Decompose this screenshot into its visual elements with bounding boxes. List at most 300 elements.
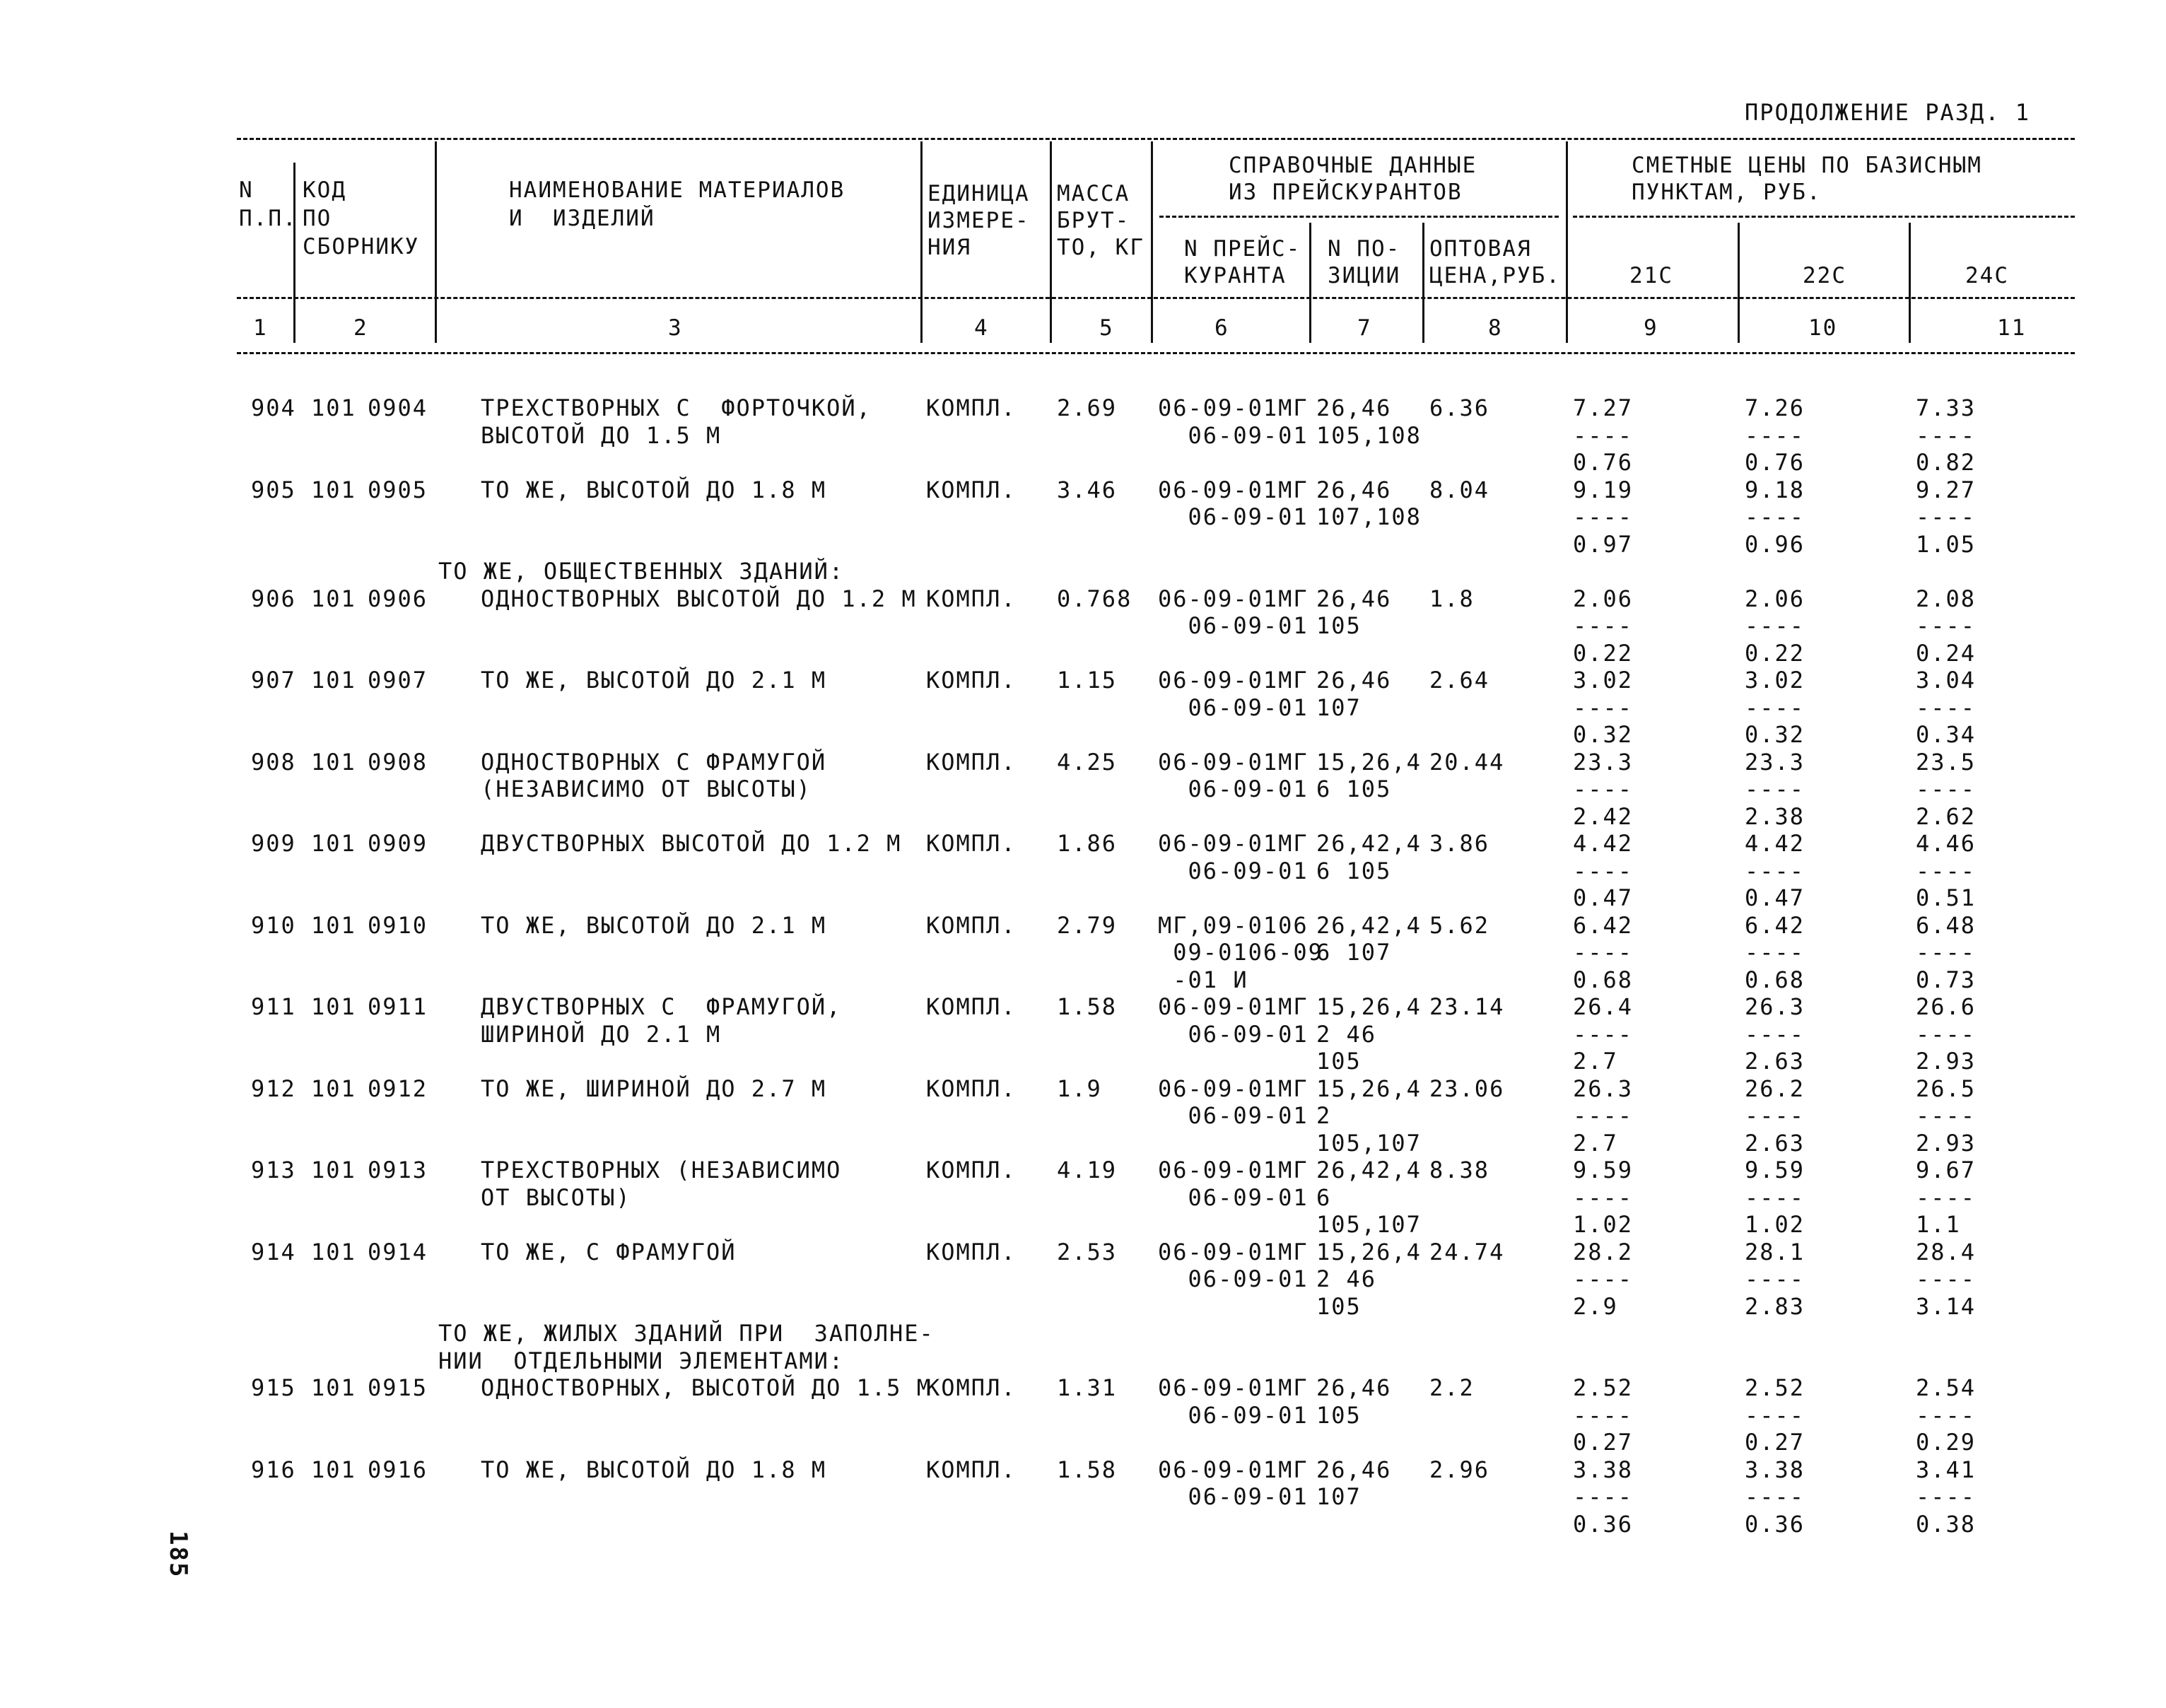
row-number: 912 <box>251 1075 296 1102</box>
table-top-rule <box>237 138 2075 140</box>
fraction-bar: ---- <box>1745 1183 1805 1211</box>
row-code-part1: 101 <box>311 585 356 612</box>
row-position-no: 15,26,4 <box>1316 1075 1422 1102</box>
row-position-no: 105 <box>1316 1048 1362 1075</box>
fraction-bar: ---- <box>1573 1265 1634 1292</box>
row-code-part2: 0913 <box>368 1157 428 1183</box>
row-mass: 3.46 <box>1057 476 1118 503</box>
row-mass: 4.19 <box>1057 1157 1118 1183</box>
fraction-bar: ---- <box>1573 421 1634 449</box>
row-price-p22: 3.02 <box>1745 667 1805 694</box>
row-pricelist-no: 06-09-01 <box>1158 694 1309 721</box>
hdr-refpk-1: N ПРЕЙС- <box>1184 236 1301 262</box>
row-price-p22: 6.42 <box>1745 911 1805 939</box>
fraction-bar: ---- <box>1916 1265 1977 1292</box>
row-position-no: 26,46 <box>1316 1374 1392 1401</box>
row-price-p22-lower: 0.96 <box>1745 530 1805 558</box>
row-price-p22: 4.42 <box>1745 830 1805 857</box>
hdr-refpos-2: ЗИЦИИ <box>1328 263 1401 288</box>
row-mass: 4.25 <box>1057 748 1118 776</box>
row-price-p24: 2.54 <box>1916 1374 1977 1401</box>
row-pricelist-no: 06-09-01МГ <box>1158 1456 1309 1483</box>
row-unit: КОМПЛ. <box>926 394 1017 421</box>
colnum: 7 <box>1357 315 1372 341</box>
row-number: 905 <box>251 476 296 503</box>
row-price-p21-lower: 2.7 <box>1573 1129 1618 1157</box>
row-position-no: 26,46 <box>1316 1456 1392 1483</box>
row-mass: 1.58 <box>1057 993 1118 1020</box>
row-code-part2: 0906 <box>368 585 428 612</box>
header-bottom-rule <box>237 297 2075 299</box>
row-position-no: 107,108 <box>1316 503 1422 530</box>
fraction-bar: ---- <box>1916 1483 1977 1510</box>
col-sep <box>1422 223 1424 343</box>
row-pricelist-no: 06-09-01 <box>1158 421 1309 449</box>
row-price-p24: 2.08 <box>1916 585 1977 612</box>
fraction-bar: ---- <box>1573 612 1634 639</box>
fraction-bar: ---- <box>1745 776 1805 802</box>
row-code-part2: 0916 <box>368 1456 428 1483</box>
row-unit: КОМПЛ. <box>926 585 1017 612</box>
row-unit: КОМПЛ. <box>926 667 1017 694</box>
row-position-no: 15,26,4 <box>1316 993 1422 1020</box>
row-price-p21: 23.3 <box>1573 748 1634 776</box>
hdr-refprice-1: ОПТОВАЯ <box>1429 236 1532 262</box>
group-heading: НИИ ОТДЕЛЬНЫМИ ЭЛЕМЕНТАМИ: <box>438 1347 845 1374</box>
row-price-p24: 3.41 <box>1916 1456 1977 1483</box>
hdr-refpos-1: N ПО- <box>1328 236 1401 262</box>
row-number: 914 <box>251 1238 296 1265</box>
col-sep <box>1909 223 1911 343</box>
row-code-part2: 0907 <box>368 667 428 694</box>
row-code-part2: 0915 <box>368 1374 428 1401</box>
row-name: ДВУСТВОРНЫХ С ФРАМУГОЙ, <box>481 993 842 1020</box>
fraction-bar: ---- <box>1745 421 1805 449</box>
row-name: ВЫСОТОЙ ДО 1.5 М <box>481 421 722 449</box>
row-unit: КОМПЛ. <box>926 993 1017 1020</box>
row-price-p24: 9.67 <box>1916 1157 1977 1183</box>
row-position-no: 6 <box>1316 1183 1332 1211</box>
row-price-p22-lower: 1.02 <box>1745 1211 1805 1238</box>
row-pricelist-no: 06-09-01МГ <box>1158 394 1309 421</box>
hdr-name-2: И ИЗДЕЛИЙ <box>509 206 655 231</box>
row-unit: КОМПЛ. <box>926 1238 1017 1265</box>
row-pricelist-no: 06-09-01МГ <box>1158 1374 1309 1401</box>
row-price-p24-lower: 0.82 <box>1916 449 1977 476</box>
row-unit: КОМПЛ. <box>926 830 1017 857</box>
group-heading: ТО ЖЕ, ОБЩЕСТВЕННЫХ ЗДАНИЙ: <box>438 558 845 585</box>
row-name: ТО ЖЕ, ВЫСОТОЙ ДО 2.1 М <box>481 911 827 939</box>
row-wholesale-price: 20.44 <box>1429 748 1505 776</box>
fraction-bar: ---- <box>1573 776 1634 802</box>
row-price-p21-lower: 0.47 <box>1573 884 1634 911</box>
colnum: 11 <box>1997 315 2027 341</box>
row-name: ОДНОСТВОРНЫХ ВЫСОТОЙ ДО 1.2 М <box>481 585 917 612</box>
colnum: 1 <box>253 315 268 341</box>
row-wholesale-price: 23.14 <box>1429 993 1505 1020</box>
fraction-bar: ---- <box>1573 1183 1634 1211</box>
row-price-p24: 7.33 <box>1916 394 1977 421</box>
hdr-ref-2: ИЗ ПРЕЙСКУРАНТОВ <box>1229 180 1463 205</box>
hdr-unit-3: НИЯ <box>927 235 971 260</box>
row-code-part2: 0909 <box>368 830 428 857</box>
row-pricelist-no: 06-09-01 <box>1158 857 1309 884</box>
row-code-part1: 101 <box>311 911 356 939</box>
colnum: 10 <box>1808 315 1838 341</box>
col-sep <box>435 141 437 343</box>
hdr-unit-2: ИЗМЕРЕ- <box>927 208 1030 233</box>
row-price-p21-lower: 0.22 <box>1573 639 1634 667</box>
row-mass: 1.15 <box>1057 667 1118 694</box>
row-price-p24-lower: 1.1 <box>1916 1211 1961 1238</box>
row-unit: КОМПЛ. <box>926 476 1017 503</box>
row-code-part1: 101 <box>311 1075 356 1102</box>
row-unit: КОМПЛ. <box>926 1374 1017 1401</box>
hdr-code-3: СБОРНИКУ <box>303 234 420 259</box>
row-price-p24: 28.4 <box>1916 1238 1977 1265</box>
row-position-no: 6 105 <box>1316 776 1392 802</box>
row-price-p22-lower: 0.47 <box>1745 884 1805 911</box>
row-number: 908 <box>251 748 296 776</box>
col-sep <box>1151 141 1153 343</box>
row-pricelist-no: 06-09-01 <box>1158 1483 1309 1510</box>
row-price-p24-lower: 3.14 <box>1916 1292 1977 1320</box>
row-position-no: 107 <box>1316 1483 1362 1510</box>
row-mass: 0.768 <box>1057 585 1132 612</box>
row-wholesale-price: 6.36 <box>1429 394 1490 421</box>
row-position-no: 26,46 <box>1316 585 1392 612</box>
colnum: 4 <box>974 315 989 341</box>
row-mass: 1.86 <box>1057 830 1118 857</box>
row-price-p24-lower: 0.34 <box>1916 721 1977 748</box>
row-pricelist-no: 06-09-01МГ <box>1158 1157 1309 1183</box>
row-code-part1: 101 <box>311 1238 356 1265</box>
fraction-bar: ---- <box>1573 939 1634 966</box>
row-wholesale-price: 2.96 <box>1429 1456 1490 1483</box>
row-price-p24: 26.5 <box>1916 1075 1977 1102</box>
row-price-p22: 2.06 <box>1745 585 1805 612</box>
row-wholesale-price: 24.74 <box>1429 1238 1505 1265</box>
row-position-no: 2 46 <box>1316 1020 1377 1048</box>
row-position-no: 26,42,4 <box>1316 1157 1422 1183</box>
row-pricelist-no: 06-09-01МГ <box>1158 1075 1309 1102</box>
fraction-bar: ---- <box>1573 1401 1634 1429</box>
row-position-no: 105 <box>1316 1401 1362 1429</box>
row-code-part1: 101 <box>311 1157 356 1183</box>
row-price-p21: 6.42 <box>1573 911 1634 939</box>
row-name: ТО ЖЕ, ВЫСОТОЙ ДО 1.8 М <box>481 476 827 503</box>
row-position-no: 26,46 <box>1316 476 1392 503</box>
row-price-p22-lower: 2.63 <box>1745 1048 1805 1075</box>
row-price-p21: 3.38 <box>1573 1456 1634 1483</box>
row-unit: КОМПЛ. <box>926 1456 1017 1483</box>
colnum: 5 <box>1099 315 1114 341</box>
row-wholesale-price: 3.86 <box>1429 830 1490 857</box>
row-code-part1: 101 <box>311 476 356 503</box>
hdr-mass-1: МАССА <box>1057 181 1130 206</box>
continuation-note: ПРОДОЛЖЕНИЕ РАЗД. 1 <box>1745 99 2031 126</box>
row-code-part2: 0905 <box>368 476 428 503</box>
fraction-bar: ---- <box>1745 1401 1805 1429</box>
row-pricelist-no: 06-09-01 <box>1158 612 1309 639</box>
hdr-refprice-2: ЦЕНА,РУБ. <box>1429 263 1561 288</box>
row-wholesale-price: 8.04 <box>1429 476 1490 503</box>
row-price-p22-lower: 0.32 <box>1745 721 1805 748</box>
col-sep <box>293 163 295 343</box>
row-position-no: 105 <box>1316 612 1362 639</box>
fraction-bar: ---- <box>1916 857 1977 884</box>
fraction-bar: ---- <box>1573 503 1634 530</box>
hdr-prices-2: ПУНКТАМ, РУБ. <box>1632 180 1822 205</box>
fraction-bar: ---- <box>1573 1483 1634 1510</box>
row-number: 913 <box>251 1157 296 1183</box>
row-price-p22: 2.52 <box>1745 1374 1805 1401</box>
row-price-p21-lower: 0.68 <box>1573 966 1634 993</box>
row-price-p21: 26.3 <box>1573 1075 1634 1102</box>
row-price-p24: 26.6 <box>1916 993 1977 1020</box>
row-price-p22-lower: 2.83 <box>1745 1292 1805 1320</box>
hdr-n-2: П.П. <box>239 206 298 231</box>
row-pricelist-no: 06-09-01 <box>1158 1265 1309 1292</box>
row-price-p24-lower: 0.38 <box>1916 1510 1977 1538</box>
row-wholesale-price: 8.38 <box>1429 1157 1490 1183</box>
row-position-no: 15,26,4 <box>1316 1238 1422 1265</box>
fraction-bar: ---- <box>1916 503 1977 530</box>
col-sep <box>1566 141 1568 343</box>
row-price-p21: 2.52 <box>1573 1374 1634 1401</box>
row-mass: 2.69 <box>1057 394 1118 421</box>
row-price-p21-lower: 0.36 <box>1573 1510 1634 1538</box>
fraction-bar: ---- <box>1573 1102 1634 1129</box>
row-position-no: 26,42,4 <box>1316 911 1422 939</box>
row-mass: 2.53 <box>1057 1238 1118 1265</box>
fraction-bar: ---- <box>1916 694 1977 721</box>
hdr-p24: 24С <box>1965 263 2009 288</box>
col-sep <box>1738 223 1740 343</box>
fraction-bar: ---- <box>1745 612 1805 639</box>
fraction-bar: ---- <box>1916 1183 1977 1211</box>
row-name: ОТ ВЫСОТЫ) <box>481 1183 631 1211</box>
hdr-p22: 22С <box>1803 263 1846 288</box>
row-code-part1: 101 <box>311 1374 356 1401</box>
row-mass: 1.9 <box>1057 1075 1102 1102</box>
row-price-p21-lower: 0.97 <box>1573 530 1634 558</box>
row-name: ТО ЖЕ, С ФРАМУГОЙ <box>481 1238 737 1265</box>
fraction-bar: ---- <box>1916 1401 1977 1429</box>
row-price-p22: 3.38 <box>1745 1456 1805 1483</box>
row-price-p21-lower: 2.7 <box>1573 1048 1618 1075</box>
row-price-p22-lower: 0.76 <box>1745 449 1805 476</box>
row-price-p24-lower: 0.24 <box>1916 639 1977 667</box>
row-pricelist-no: 06-09-01МГ <box>1158 476 1309 503</box>
row-price-p21: 28.2 <box>1573 1238 1634 1265</box>
row-code-part1: 101 <box>311 993 356 1020</box>
row-pricelist-no: 06-09-01МГ <box>1158 748 1309 776</box>
row-price-p22: 26.3 <box>1745 993 1805 1020</box>
fraction-bar: ---- <box>1916 1102 1977 1129</box>
row-position-no: 15,26,4 <box>1316 748 1422 776</box>
row-price-p21-lower: 0.32 <box>1573 721 1634 748</box>
row-wholesale-price: 2.2 <box>1429 1374 1475 1401</box>
row-price-p22-lower: 0.22 <box>1745 639 1805 667</box>
row-price-p24-lower: 2.93 <box>1916 1129 1977 1157</box>
row-name: ТО ЖЕ, ШИРИНОЙ ДО 2.7 М <box>481 1075 827 1102</box>
ref-group-rule <box>1159 216 1559 218</box>
row-price-p21-lower: 2.9 <box>1573 1292 1618 1320</box>
row-price-p24-lower: 0.73 <box>1916 966 1977 993</box>
row-pricelist-no: 06-09-01 <box>1158 503 1309 530</box>
row-code-part2: 0912 <box>368 1075 428 1102</box>
row-wholesale-price: 2.64 <box>1429 667 1490 694</box>
row-pricelist-no: 06-09-01 <box>1158 1020 1309 1048</box>
row-position-no: 105 <box>1316 1292 1362 1320</box>
row-unit: КОМПЛ. <box>926 748 1017 776</box>
group-heading: ТО ЖЕ, ЖИЛЫХ ЗДАНИЙ ПРИ ЗАПОЛНЕ- <box>438 1320 935 1347</box>
row-wholesale-price: 23.06 <box>1429 1075 1505 1102</box>
row-price-p22-lower: 0.27 <box>1745 1429 1805 1456</box>
row-price-p21: 4.42 <box>1573 830 1634 857</box>
row-mass: 1.58 <box>1057 1456 1118 1483</box>
row-name: ОДНОСТВОРНЫХ С ФРАМУГОЙ <box>481 748 827 776</box>
hdr-code-1: КОД <box>303 177 346 203</box>
fraction-bar: ---- <box>1745 503 1805 530</box>
hdr-code-2: ПО <box>303 206 332 231</box>
fraction-bar: ---- <box>1745 694 1805 721</box>
row-price-p21: 2.06 <box>1573 585 1634 612</box>
hdr-prices-1: СМЕТНЫЕ ЦЕНЫ ПО БАЗИСНЫМ <box>1632 153 1982 178</box>
row-name: ТРЕХСТВОРНЫХ С ФОРТОЧКОЙ, <box>481 394 872 421</box>
row-price-p24-lower: 2.62 <box>1916 802 1977 830</box>
colnum: 3 <box>668 315 683 341</box>
row-position-no: 6 107 <box>1316 939 1392 966</box>
fraction-bar: ---- <box>1573 1020 1634 1048</box>
row-price-p21: 9.59 <box>1573 1157 1634 1183</box>
row-name: ТРЕХСТВОРНЫХ (НЕЗАВИСИМО <box>481 1157 842 1183</box>
colnum: 2 <box>353 315 368 341</box>
row-wholesale-price: 5.62 <box>1429 911 1490 939</box>
row-price-p24-lower: 0.51 <box>1916 884 1977 911</box>
row-position-no: 26,46 <box>1316 394 1392 421</box>
row-position-no: 26,46 <box>1316 667 1392 694</box>
fraction-bar: ---- <box>1745 1483 1805 1510</box>
row-position-no: 26,42,4 <box>1316 830 1422 857</box>
row-code-part1: 101 <box>311 394 356 421</box>
row-price-p24-lower: 0.29 <box>1916 1429 1977 1456</box>
fraction-bar: ---- <box>1745 1020 1805 1048</box>
row-pricelist-no: МГ,09-0106 <box>1158 911 1309 939</box>
col-sep <box>1050 141 1052 343</box>
row-pricelist-no: 06-09-01 <box>1158 1183 1309 1211</box>
row-position-no: 105,107 <box>1316 1211 1422 1238</box>
hdr-n-1: N <box>239 177 254 203</box>
fraction-bar: ---- <box>1573 694 1634 721</box>
row-number: 916 <box>251 1456 296 1483</box>
row-price-p21-lower: 0.76 <box>1573 449 1634 476</box>
row-mass: 1.31 <box>1057 1374 1118 1401</box>
row-name: ТО ЖЕ, ВЫСОТОЙ ДО 2.1 М <box>481 667 827 694</box>
row-code-part1: 101 <box>311 748 356 776</box>
hdr-p21: 21С <box>1629 263 1673 288</box>
row-wholesale-price: 1.8 <box>1429 585 1475 612</box>
row-code-part1: 101 <box>311 667 356 694</box>
row-number: 906 <box>251 585 296 612</box>
row-price-p21-lower: 2.42 <box>1573 802 1634 830</box>
hdr-name-1: НАИМЕНОВАНИЕ МАТЕРИАЛОВ <box>509 177 845 203</box>
row-price-p21: 3.02 <box>1573 667 1634 694</box>
row-code-part1: 101 <box>311 830 356 857</box>
row-price-p24-lower: 2.93 <box>1916 1048 1977 1075</box>
row-number: 915 <box>251 1374 296 1401</box>
hdr-unit-1: ЕДИНИЦА <box>927 181 1030 206</box>
row-price-p22-lower: 0.68 <box>1745 966 1805 993</box>
row-price-p22: 9.18 <box>1745 476 1805 503</box>
row-code-part2: 0910 <box>368 911 428 939</box>
row-number: 910 <box>251 911 296 939</box>
hdr-mass-3: ТО, КГ <box>1057 235 1145 260</box>
fraction-bar: ---- <box>1916 776 1977 802</box>
colnum: 6 <box>1214 315 1229 341</box>
row-position-no: 105,108 <box>1316 421 1422 449</box>
row-unit: КОМПЛ. <box>926 1075 1017 1102</box>
row-price-p21: 26.4 <box>1573 993 1634 1020</box>
row-pricelist-no: 06-09-01МГ <box>1158 993 1309 1020</box>
fraction-bar: ---- <box>1916 421 1977 449</box>
row-code-part2: 0904 <box>368 394 428 421</box>
row-price-p22: 23.3 <box>1745 748 1805 776</box>
row-price-p22: 28.1 <box>1745 1238 1805 1265</box>
fraction-bar: ---- <box>1745 939 1805 966</box>
row-position-no: 107 <box>1316 694 1362 721</box>
row-position-no: 6 105 <box>1316 857 1392 884</box>
row-number: 907 <box>251 667 296 694</box>
row-price-p21: 9.19 <box>1573 476 1634 503</box>
row-price-p21-lower: 0.27 <box>1573 1429 1634 1456</box>
row-pricelist-no: 06-09-01 <box>1158 776 1309 802</box>
row-pricelist-no: 06-09-01МГ <box>1158 585 1309 612</box>
row-pricelist-no: -01 И <box>1158 966 1248 993</box>
row-price-p21-lower: 1.02 <box>1573 1211 1634 1238</box>
row-price-p22: 9.59 <box>1745 1157 1805 1183</box>
row-mass: 2.79 <box>1057 911 1118 939</box>
row-number: 911 <box>251 993 296 1020</box>
colnum-bottom-rule <box>237 352 2075 354</box>
row-unit: КОМПЛ. <box>926 911 1017 939</box>
row-price-p24: 4.46 <box>1916 830 1977 857</box>
colnum: 8 <box>1488 315 1503 341</box>
row-unit: КОМПЛ. <box>926 1157 1017 1183</box>
row-pricelist-no: 06-09-01МГ <box>1158 667 1309 694</box>
row-price-p22-lower: 2.38 <box>1745 802 1805 830</box>
row-price-p24: 3.04 <box>1916 667 1977 694</box>
row-price-p24-lower: 1.05 <box>1916 530 1977 558</box>
row-position-no: 105,107 <box>1316 1129 1422 1157</box>
row-position-no: 2 <box>1316 1102 1332 1129</box>
fraction-bar: ---- <box>1745 857 1805 884</box>
fraction-bar: ---- <box>1745 1265 1805 1292</box>
page-number: 185 <box>164 1531 192 1579</box>
row-pricelist-no: 06-09-01МГ <box>1158 830 1309 857</box>
row-pricelist-no: 09-0106-09 <box>1158 939 1323 966</box>
row-name: ШИРИНОЙ ДО 2.1 М <box>481 1020 722 1048</box>
row-name: ОДНОСТВОРНЫХ, ВЫСОТОЙ ДО 1.5 М <box>481 1374 932 1401</box>
col-sep <box>1309 223 1311 343</box>
col-sep <box>920 141 923 343</box>
row-price-p22: 7.26 <box>1745 394 1805 421</box>
row-pricelist-no: 06-09-01 <box>1158 1102 1309 1129</box>
row-code-part2: 0908 <box>368 748 428 776</box>
hdr-mass-2: БРУТ- <box>1057 208 1130 233</box>
row-position-no: 2 46 <box>1316 1265 1377 1292</box>
